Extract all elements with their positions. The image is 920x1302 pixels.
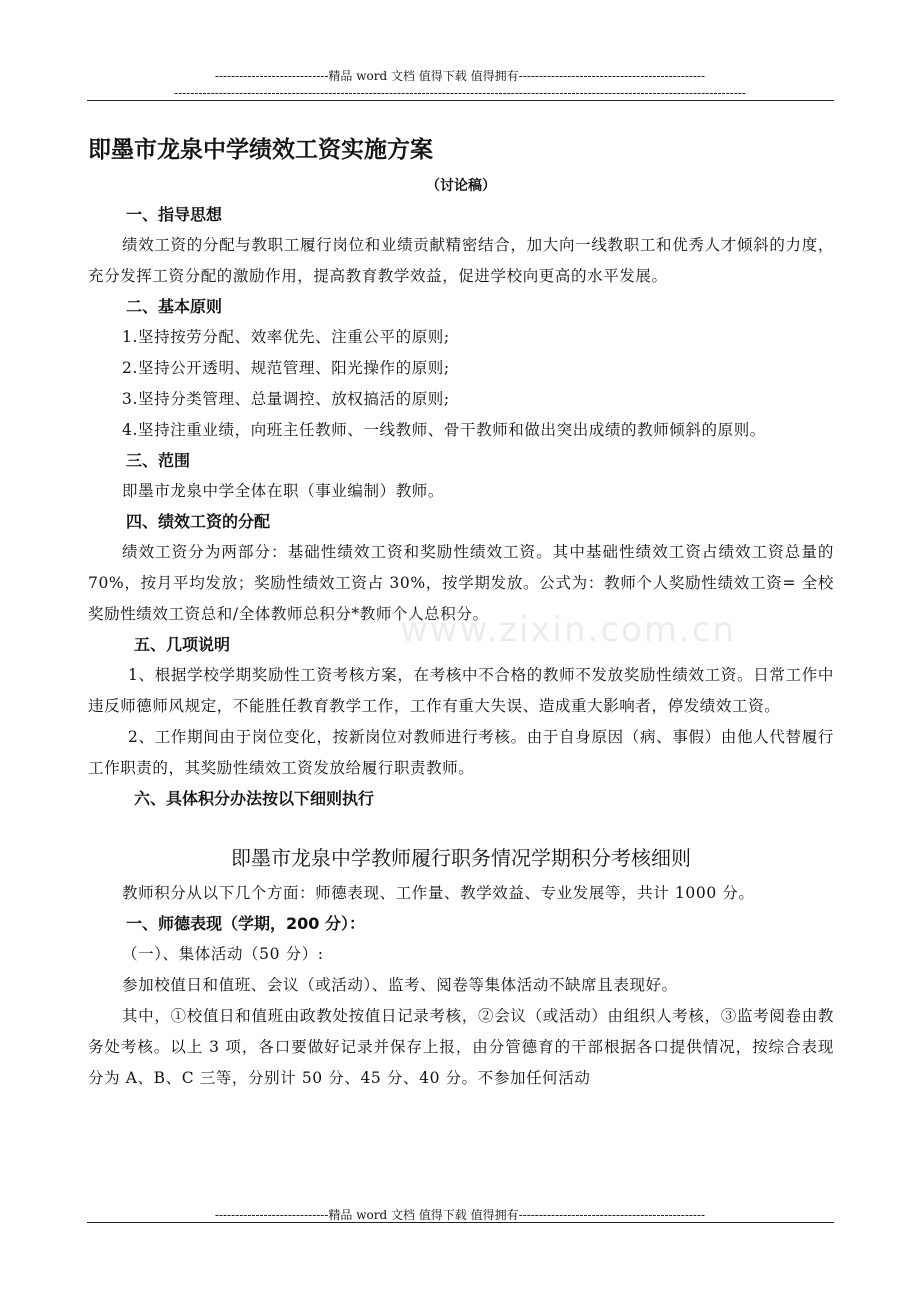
section-paragraph: 1、根据学校学期奖励性工资考核方案，在考核中不合格的教师不发放奖励性绩效工资。日常工作中违反师德师风规定，不能胜任教育教学工作，工作有重大失误、造成重大影响者，停发绩效工资。 [88,666,834,715]
watermark: www.zixin.com.cn [400,610,736,650]
draft-label: （讨论稿） [426,178,496,194]
rules-title: 即墨市龙泉中学教师履行职务情况学期积分考核细则 [231,846,691,870]
header-banner: ----------------------------精品 word 文档 值得下载 值得拥有---------------------------------------------- [214,69,706,83]
section-paragraph: 绩效工资的分配与教职工履行岗位和业绩贡献精密结合，加大向一线教职工和优秀人才倾斜的力度，充分发挥工资分配的激励作用，提高教育教学效益，促进学校向更高的水平发展。 [88,236,834,285]
footer-banner: ----------------------------精品 word 文档 值得下载 值得拥有---------------------------------------------- [214,1208,706,1222]
document-body [88,128,834,1094]
principle-item: 3.坚持分类管理、总量调控、放权搞活的原则; [122,390,450,408]
header-rule [87,100,834,101]
section-paragraph: 绩效工资分为两部分：基础性绩效工资和奖励性绩效工资。其中基础性绩效工资占绩效工资总量的 70%，按月平均发放；奖励性绩效工资占 30%，按学期发放。公式为：教师个人奖励性绩效工资= 全校奖励性绩效工资总和/全体教师总积分*教师个人总积分。 [88,543,834,623]
section-paragraph: 参加校值日和值班、会议（或活动）、监考、阅卷等集体活动不缺席且表现好。 [122,976,678,994]
rules-heading-1: 一、师德表现（学期，200 分）： [126,914,365,933]
section-heading-6: 六、具体积分办法按以下细则执行 [134,789,375,808]
section-paragraph: 即墨市龙泉中学全体在职（事业编制）教师。 [122,482,445,500]
principle-item: 2.坚持公开透明、规范管理、阳光操作的原则; [122,359,450,377]
rules-intro: 教师积分从以下几个方面：师德表现、工作量、教学效益、专业发展等，共计 1000 分。 [122,884,755,902]
header-dashes: --------------------------------------------------------------------------------------------------------------------------------------------- [174,86,746,100]
section-heading-2: 二、基本原则 [126,297,223,316]
section-heading-4: 四、绩效工资的分配 [126,512,271,531]
section-paragraph: 2、工作期间由于岗位变化，按新岗位对教师进行考核。由于自身原因（病、事假）由他人代替履行工作职责的，其奖励性绩效工资发放给履行职责教师。 [88,728,834,777]
rules-subheading: （一）、集体活动（50 分）: [122,945,324,963]
document-title: 即墨市龙泉中学绩效工资实施方案 [88,137,433,163]
section-heading-1: 一、指导思想 [126,205,223,224]
section-paragraph: 其中，①校值日和值班由政教处按值日记录考核，②会议（或活动）由组织人考核，③监考阅卷由教务处考核。以上 3 项，各口要做好记录并保存上报，由分管德育的干部根据各口提供情况，按综合表现分为 A、B、C 三等，分别计 50 分、45 分、40 分。不参加任何活动 [88,1007,834,1087]
principle-item: 1.坚持按劳分配、效率优先、注重公平的原则; [122,328,450,346]
principle-item: 4.坚持注重业绩，向班主任教师、一线教师、骨干教师和做出突出成绩的教师倾斜的原则。 [122,421,766,439]
section-heading-5: 五、几项说明 [134,635,231,654]
section-heading-3: 三、范围 [126,451,191,470]
